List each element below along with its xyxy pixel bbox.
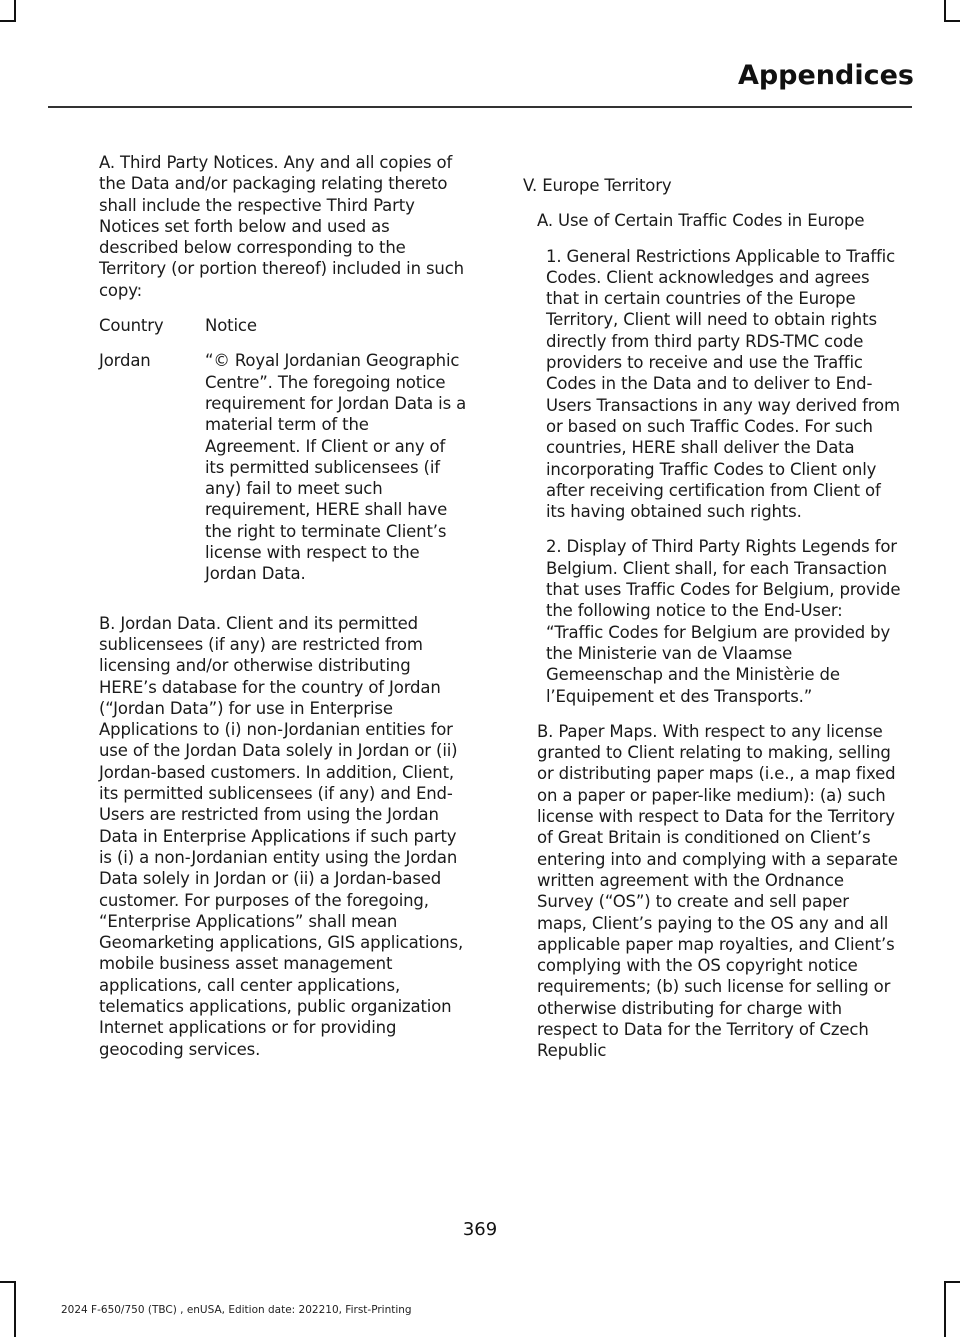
crop-mark-top-left-v (14, 0, 16, 22)
paper-maps-paragraph: B. Paper Maps. With respect to any license granted to Client relating to making, selling or distributing paper maps (i.e., a map fixed on a paper or paper-like medium): (a) such license with respect to Data for the Territory of Great Britain is conditioned on Client’s entering into and complying with a separate written agreement with the Ordnance Survey (“OS”) to create and sell paper maps, Client’s paying to the OS any and all applicable paper map royalties, and Client’s complying with the OS copyright notice requirements; (b) such license for selling or otherwise distributing for charge with respect to Data for the Territory of Czech Republic (537, 721, 898, 1061)
belgium-legends-item: 2. Display of Third Party Rights Legends for Belgium. Client shall, for each Transaction that uses Traffic Codes for Belgium, provide the following notice to the End-User: “Traffic Codes for Belgium are provided by the Ministerie van de Vlaamse Gemeenschap and the Ministèrie de l’Equipement et des Transports.” (546, 537, 901, 706)
table-row (99, 350, 469, 584)
notice-cell: “© Royal Jordanian Geographic Centre”. The foregoing notice requirement for Jordan Data is a material term of the Agreement. If Client or any of its permitted sublicensees (if any) fail to meet such requirement, HERE shall have the right to terminate Client’s license with respect to the Jordan Data. (205, 351, 467, 584)
jordan-data-paragraph: B. Jordan Data. Client and its permitted sublicensees (if any) are restricted from licensing and/or otherwise distributing HERE’s database for the country of Jordan (“Jordan Data”) for use in Enterprise Applications to (i) non-Jordanian entities for use of the Jordan Data solely in Jordan or (ii) Jordan-based customers. In addition, Client, its permitted sublicensees (if any) and End-Users are restricted from using the Jordan Data in Enterprise Applications if such party is (i) a non-Jordanian entity using the Jordan Data solely in Jordan or (ii) a Jordan-based customer. For purposes of the foregoing, “Enterprise Applications” shall mean Geomarketing applications, GIS applications, mobile business asset management applications, call center applications, telematics applications, public organization Internet applications or for providing geocoding services. (99, 613, 464, 1059)
third-party-notices-paragraph: A. Third Party Notices. Any and all copies of the Data and/or packaging relating thereto shall include the respective Third Party Notices set forth below and used as described below corresponding to the Territory (or portion thereof) included in such copy: (99, 153, 464, 300)
header-divider (48, 106, 912, 108)
page-number: 369 (462, 1219, 498, 1240)
notice-table (99, 315, 469, 599)
country-column-header: Country (99, 316, 164, 336)
right-column (523, 175, 903, 1076)
europe-territory-heading: V. Europe Territory (523, 176, 672, 195)
general-restrictions-item: 1. General Restrictions Applicable to Traffic Codes. Client acknowledges and agrees that in certain countries of the Europe Territory, Client will need to obtain rights directly from third party RDS-TMC code providers to receive and use the Traffic Codes in the Data and to deliver to End-Users Transactions in any way derived from or based on such Traffic Codes. For such countries, HERE shall deliver the Data incorporating Traffic Codes to Client only after receiving certification from Client of its having obtained such rights. (546, 246, 900, 522)
page-title: Appendices (737, 60, 914, 91)
crop-mark-top-right-h (944, 20, 960, 22)
left-column (99, 152, 469, 1074)
crop-mark-bottom-left-h (0, 1281, 16, 1283)
traffic-codes-subheading: A. Use of Certain Traffic Codes in Europe (537, 211, 865, 231)
crop-mark-bottom-right-h (944, 1281, 960, 1283)
crop-mark-top-left-h (0, 20, 16, 22)
notice-column-header: Notice (205, 316, 257, 336)
crop-mark-bottom-left-v (14, 1281, 16, 1337)
notice-table-header-row (99, 315, 469, 336)
edition-footer: 2024 F-650/750 (TBC) , enUSA, Edition date: 202210, First-Printing (61, 1304, 412, 1316)
crop-mark-bottom-right-v (944, 1281, 946, 1337)
crop-mark-top-right-v (944, 0, 946, 22)
country-cell: Jordan (99, 351, 151, 371)
